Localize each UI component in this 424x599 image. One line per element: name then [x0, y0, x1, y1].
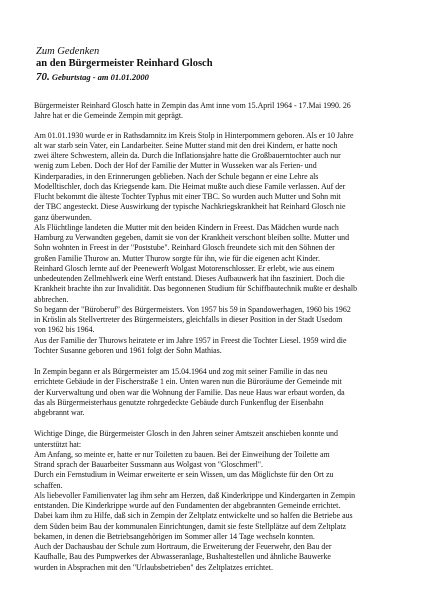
paragraph [34, 131, 394, 357]
text-line: errichtete Gebäude in der Fischerstraße 1 ein. Unten waren nun die Büroräume der Gemeinde mit [34, 377, 342, 387]
text-line: abgebrannt war. [34, 408, 85, 417]
text-line: Durch ein Fernstudium in Weimar erweiterte er sein Wissen, um das Möglichste für den Ort zu [34, 470, 334, 480]
text-line: bekamen, in denen die Betriebsangehörigen im Sommer aller 14 Tage wechseln konnten. [34, 531, 315, 541]
birthday-number: 70. [36, 71, 50, 83]
paragraph [34, 101, 394, 122]
text-line: Bürgermeister Reinhard Glosch hatte in Zempin das Amt inne vom 15.April 1964 - 17.Mai 1990. 26 [34, 101, 351, 110]
text-line: wurden in Absprachen mit den "Urlaubsbetrieben" des Zeltplatzes errichtet. [34, 562, 273, 572]
document-body [34, 101, 394, 573]
heading-dedication: Zum Gedenken [36, 46, 100, 57]
heading-birthday [36, 71, 394, 84]
text-line: der Kurverwaltung und oben war die Wohnung der Familie. Das neue Haus war erbaut worden, da [34, 387, 345, 397]
text-line: Aus der Familie der Thurows heiratete er im Jahre 1957 in Freest die Tochter Liesel. 1959 wird die [34, 335, 347, 345]
text-line: Reinhard Glosch lernte auf der Peenewerft Wolgast Motorenschlosser. Er erlebt, wie aus einem [34, 263, 335, 273]
text-line: Wichtige Dinge, die Bürgermeister Glosch in den Jahren seiner Amtszeit anschieben konnte und [34, 429, 338, 439]
text-line: Auch der Dachausbau der Schule zum Hortraum, die Erweiterung der Feuerwehr, den Bau der [34, 542, 332, 551]
text-line: Strand sprach der Bauarbeiter Sussmann aus Wolgast von "Gloschmerl". [34, 460, 263, 469]
text-line: ganz überwunden. [34, 212, 92, 222]
text-line: das als Bürgermeisterhaus genutzte rohrgedeckte Gebäude durch Funkenflug der Eisenbahn [34, 397, 324, 407]
text-line: wenig zum Leben. Doch der Hof der Familie der Mutter in Wusseken war als Ferien- und [34, 161, 317, 171]
text-line: Krankheit brachte ihn zur Invalidität. Das begonnenen Studium für Schiffbautechnik mußte er deshalb [34, 284, 358, 294]
text-line: Kinderparadies, in den Erinnerungen geblieben. Nach der Schule begann er eine Lehre als [34, 171, 319, 181]
text-line: Am 01.01.1930 wurde er in Rathsdamnitz im Kreis Stolp in Hinterpommern geboren. Als er 10 Jahre [34, 130, 354, 140]
paragraph [34, 367, 394, 418]
text-line: Modelltischler, doch das Kriegsende kam. Die Heimat mußte auch diese Famile verlassen. Auf der [34, 181, 346, 191]
text-line: abbrechen. [34, 294, 69, 304]
text-line: alt war starb sein Vater, ein Landarbeiter. Seine Mutter stand mit den drei Kindern, er hatte noch [34, 140, 338, 150]
text-line: in Kröslin als Stellvertreter des Bürgermeisters, gleichfalls in dieser Position in der Stadt Usedom [34, 315, 343, 324]
text-line: In Zempin begann er als Bürgermeister am 15.04.1964 und zog mit seiner Familie in das neu [34, 367, 328, 376]
text-line: So begann der "Büroberuf" des Bürgermeisters. Von 1957 bis 59 in Spandowerhagen, 1960 bis 1962 [34, 304, 351, 314]
text-line: Flucht bekommt die älteste Tochter Typhus mit einer TBC. So wurden auch Mutter und Sohn mit [34, 192, 341, 201]
text-line: Kaufhalle, Bau des Pumpwerkes der Abwasseranlage, Bushaltestellen und ähnliche Bauwerke [34, 552, 331, 562]
text-line: schaffen. [34, 480, 63, 490]
text-line: Jahre hat er die Gemeinde Zempin mit geprägt. [34, 111, 183, 121]
heading-name: an den Bürgermeister Reinhard Glosch [36, 58, 213, 69]
text-line: Als liebevoller Familienvater lag ihm sehr am Herzen, daß Kinderkrippe und Kindergarten in Zempin [34, 490, 356, 500]
text-line: zwei ältere Schwestern, allein da. Durch die Inflationsjahre hatte die Großbauerntochter auch nur [34, 151, 341, 160]
text-line: von 1962 bis 1964. [34, 325, 95, 335]
text-line: Tochter Susanne geboren und 1961 folgt der Sohn Mathias. [34, 345, 222, 355]
document-heading [36, 46, 394, 84]
text-line: großen Familie Thurow an. Mutter Thurow sorgte für ihn, wie für die eigenen acht Kinder. [34, 253, 320, 263]
text-line: dem Süden beim Bau der kommunalen Einrichtungen, damit sie feste Stellplätze auf dem Zeltplatz [34, 521, 347, 531]
text-line: unbedeutenden Zellmehlwerk eine Werft entstand. Dieses Aufbauwerk hat ihn fasziniert. Doch die [34, 274, 345, 283]
birthday-text: Geburtstag - am 01.01.2000 [49, 72, 149, 82]
text-line: Am Anfang, so meinte er, hatte er nur Toiletten zu bauen. Bei der Einweihung der Toilette am [34, 449, 330, 459]
text-line: Hamburg zu Verwandten gegeben, damit sie von der Krankheit verschont bleiben sollte. Mutter und [34, 233, 350, 242]
text-line: Als Flüchtlinge landeten die Mutter mit den beiden Kindern in Freest. Das Mädchen wurde nach [34, 222, 339, 232]
text-line: entstanden. Die Kinderkrippe wurde auf den Fundamenten der abgebrannten Gemeinde errichtet. [34, 501, 341, 510]
text-line: Sohn wohnten in Freest in der "Poststube". Reinhard Glosch freundete sich mit den Söhnen der [34, 243, 335, 253]
text-line: unterstützt hat: [34, 439, 82, 449]
text-line: der TBC angesteckt. Diese Auswirkung der typische Nachkriegskrankheit hat Reinhard Glosch nie [34, 202, 346, 212]
text-line: Dabei kam ihm zu Hilfe, daß sich in Zempin der Zeltplatz entwickelte und so halfen die Betriebe aus [34, 511, 353, 521]
paragraph [34, 429, 394, 573]
